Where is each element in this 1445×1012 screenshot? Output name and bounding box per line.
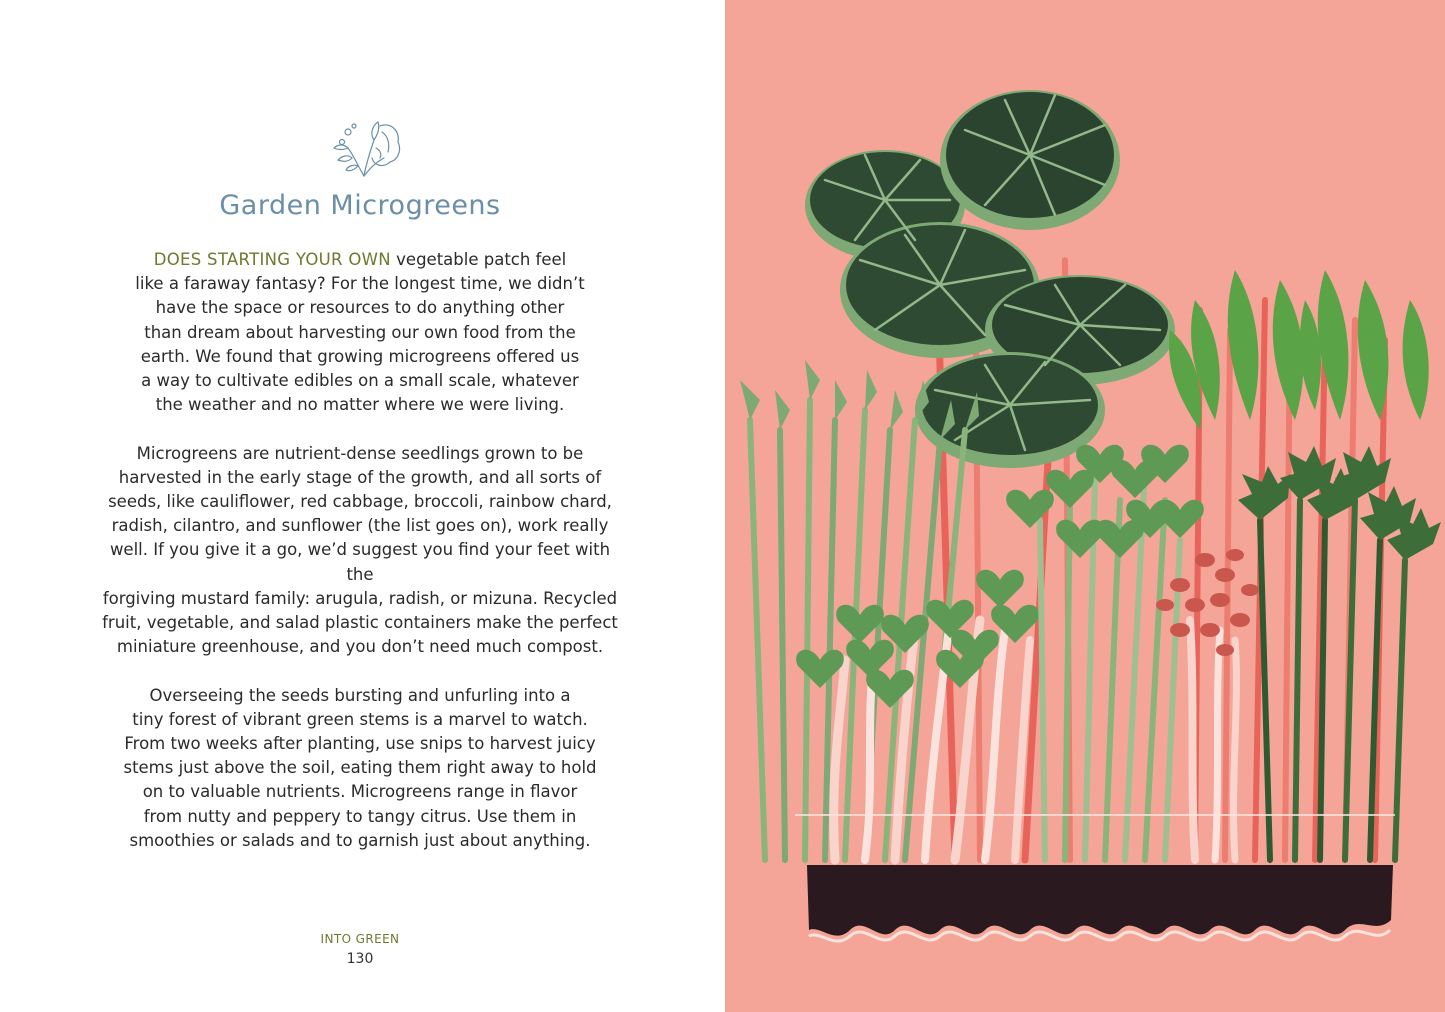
text-line: have the space or resources to do anything other: [155, 298, 565, 318]
pea-shoot-leaves: [1169, 270, 1429, 430]
text-line: earth. We found that growing microgreens offered us: [140, 346, 580, 366]
tray-bottom: [809, 930, 1390, 941]
text-line: forgiving mustard family: arugula, radish, or mizuna. Recycled: [102, 588, 618, 608]
running-footer: INTO GREEN: [320, 932, 400, 946]
text-line: seeds, like cauliflower, red cabbage, broccoli, rainbow chard,: [108, 492, 612, 512]
botanical-sprig-icon: [318, 118, 406, 184]
text-line: From two weeks after planting, use snips to harvest juicy: [124, 734, 596, 754]
text-line: radish, cilantro, and sunflower (the list goes on), work really: [111, 516, 609, 536]
page-number: 130: [346, 951, 374, 967]
text-line: Microgreens are nutrient-dense seedlings grown to be: [136, 443, 584, 463]
right-page: [725, 0, 1445, 1012]
text-line: harvested in the early stage of the growth, and all sorts of: [118, 467, 602, 487]
text-line: smoothies or salads and to garnish just about anything.: [129, 830, 591, 850]
text-line: vegetable patch feel: [396, 250, 567, 269]
seed-heads: [1156, 549, 1259, 656]
lead-in-text: DOES STARTING YOUR OWN: [153, 250, 391, 269]
text-line: the weather and no matter where we were living.: [155, 395, 565, 415]
text-line: Overseeing the seeds bursting and unfurling into a: [149, 685, 571, 705]
body-text: [100, 248, 620, 877]
microgreens-tray-illustration: [725, 0, 1445, 1012]
text-line: than dream about harvesting our own food from the: [144, 322, 576, 342]
paragraph-1: [100, 248, 620, 417]
text-line: on to valuable nutrients. Microgreens range in flavor: [142, 782, 578, 802]
text-line: like a faraway fantasy? For the longest time, we didn’t: [135, 274, 585, 294]
soil: [807, 865, 1393, 936]
cilantro-leaves: [1238, 446, 1441, 560]
text-line: fruit, vegetable, and salad plastic containers make the perfect: [102, 613, 618, 633]
text-line: a way to cultivate edibles on a small scale, whatever: [141, 371, 579, 391]
nasturtium-leaves: [805, 90, 1175, 468]
paragraph-2: [100, 442, 620, 660]
text-line: miniature greenhouse, and you don’t need much compost.: [116, 637, 604, 657]
paragraph-3: [100, 684, 620, 853]
text-line: well. If you give it a go, we’d suggest you find your feet with the: [109, 540, 611, 584]
text-line: stems just above the soil, eating them right away to hold: [123, 758, 597, 778]
text-line: from nutty and peppery to tangy citrus. Use them in: [143, 806, 577, 826]
page-title: Garden Microgreens: [219, 190, 501, 221]
text-line: tiny forest of vibrant green stems is a marvel to watch.: [132, 709, 588, 729]
